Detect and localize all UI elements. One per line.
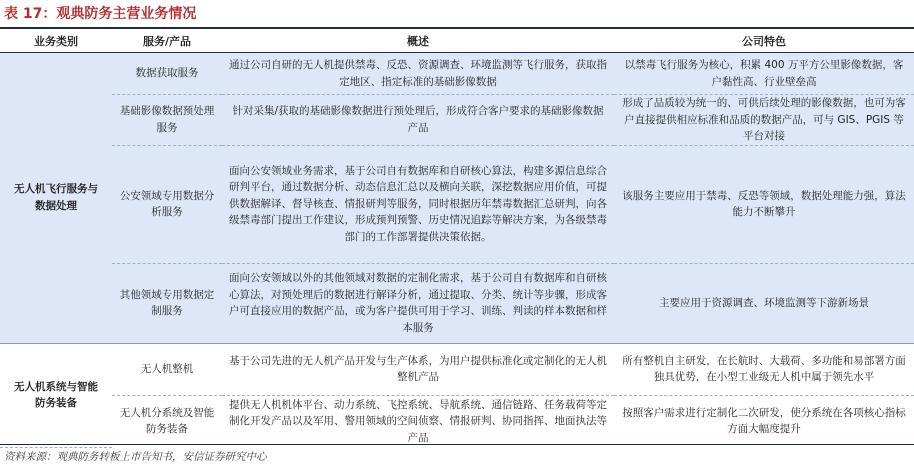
feature-cell: 主要应用于资源调查、环境监测等下游新场景	[614, 263, 914, 343]
feature-cell: 形成了品质较为统一的、可供后续处理的影像数据，也可为客户直接提供相应标准和品质的数据产品，可与 GIS、PGIS 等平台对接	[614, 95, 914, 146]
table-row	[0, 395, 914, 447]
product-cell: 无人机整机	[112, 343, 222, 395]
product-cell: 其他领域专用数据定制服务	[112, 263, 222, 343]
feature-cell: 所有整机自主研发，在长航时、大载荷、多功能和易部署方面独具优势，在小型工业级无人机中属于领先水平	[614, 343, 914, 395]
feature-cell: 以禁毒飞行服务为核心，积累 400 万平方公里影像数据，客户黏性高、行业壁垒高	[614, 53, 914, 95]
feature-cell: 该服务主要应用于禁毒、反恐等领域，数据处理能力强，算法能力不断攀升	[614, 145, 914, 263]
table-row	[0, 145, 914, 263]
table-row	[0, 263, 914, 343]
source-note: 资料来源：观典防务转板上市告知书，安信证券研究中心	[4, 451, 267, 463]
description-cell: 提供无人机机体平台、动力系统、飞控系统、导航系统、通信链路、任务载荷等定制化开发产品以及军用、警用领域的空间侦察、情报研判、协同指挥、地面执法等产品	[222, 395, 614, 447]
table-title: 表 17：观典防务主营业务情况	[4, 6, 197, 22]
header-category: 业务类别	[0, 30, 112, 53]
description-cell: 面向公安领域以外的其他领域对数据的定制化需求，基于公司自有数据库和自研核心算法，对预处理后的数据进行解译分析，通过提取、分类、统计等步骤，形成客户可直接应用的数据产品，或为客户提供可用于学习、训练、判读的样本数据和样本服务	[222, 263, 614, 343]
description-cell: 基于公司先进的无人机产品开发与生产体系，为用户提供标准化或定制化的无人机整机产品	[222, 343, 614, 395]
product-cell: 公安领域专用数据分析服务	[112, 145, 222, 263]
header-product: 服务/产品	[112, 30, 222, 53]
feature-cell: 按照客户需求进行定制化二次研发，使分系统在各项核心指标方面大幅度提升	[614, 395, 914, 447]
table-header-row	[0, 30, 914, 53]
header-description: 概述	[222, 30, 614, 53]
category-cell: 无人机系统与智能防务装备	[0, 343, 112, 447]
table-row	[0, 95, 914, 146]
description-cell: 针对采集/获取的基础影像数据进行预处理后，形成符合客户要求的基础影像数据产品	[222, 95, 614, 146]
description-cell: 通过公司自研的无人机提供禁毒、反恐、资源调查、环境监测等飞行服务，获取指定地区、指定标准的基础影像数据	[222, 53, 614, 95]
header-feature: 公司特色	[614, 30, 914, 53]
product-cell: 无人机分系统及智能防务装备	[112, 395, 222, 447]
table-row	[0, 343, 914, 395]
table-row	[0, 53, 914, 95]
bottom-rule	[0, 444, 914, 445]
business-table	[0, 30, 914, 448]
product-cell: 基础影像数据预处理服务	[112, 95, 222, 146]
product-cell: 数据获取服务	[112, 53, 222, 95]
title-rule	[0, 27, 914, 29]
category-cell: 无人机飞行服务与数据处理	[0, 53, 112, 344]
description-cell: 面向公安领域业务需求，基于公司自有数据库和自研核心算法，构建多源信息综合研判平台，通过数据分析、动态信息汇总以及横向关联，深挖数据应用价值，可提供数据解译、督导核查、情报研判等服务，同时根据历年禁毒数据汇总研判，向各级禁毒部门提出工作建议，形成预判预警、历史情况追踪等解决方案，为各级禁毒部门的工作部署提供决策依据。	[222, 145, 614, 263]
